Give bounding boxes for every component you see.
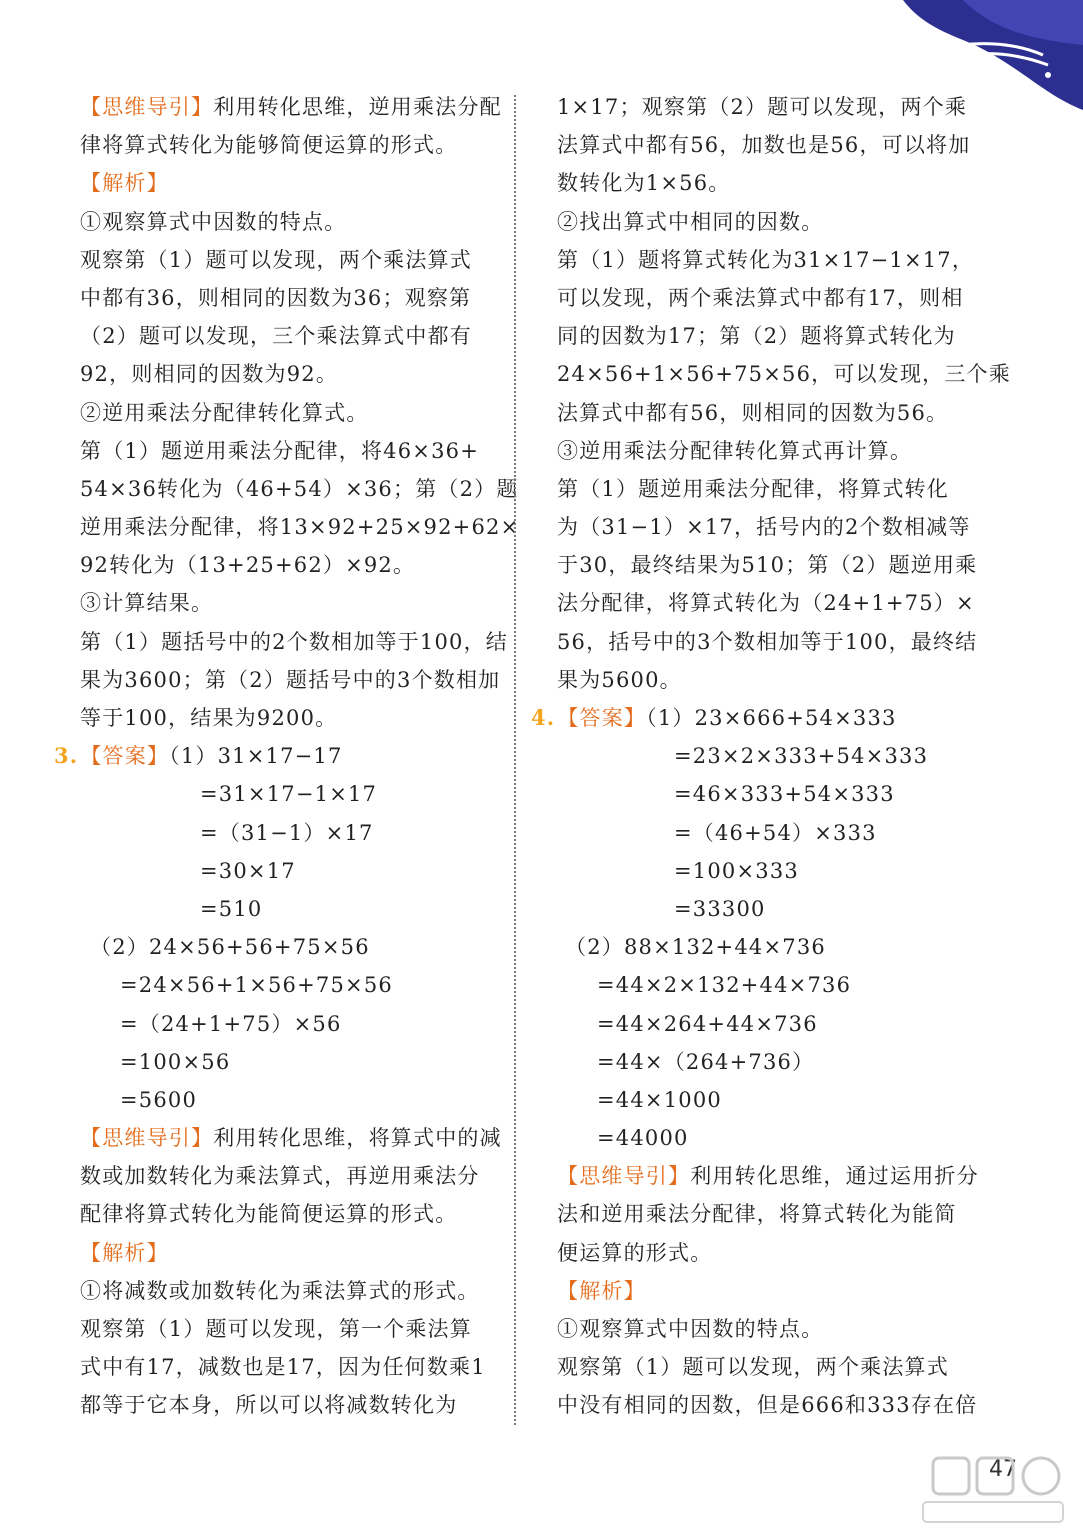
text-line <box>80 1348 500 1386</box>
line-text: 便运算的形式。 <box>557 1240 713 1265</box>
line-text: 法分配律，将算式转化为（24+1+75）× <box>557 591 975 616</box>
text-line <box>80 1043 500 1081</box>
text-line <box>80 241 500 279</box>
line-text: ①观察算式中因数的特点。 <box>80 209 347 234</box>
line-text: ②逆用乘法分配律转化算式。 <box>80 400 369 425</box>
line-text: 法算式中都有56，则相同的因数为56。 <box>557 400 949 425</box>
text-line <box>557 164 977 202</box>
text-line <box>557 775 977 813</box>
line-text: 54×36转化为（46+54）×36；第（2）题 <box>80 476 519 501</box>
text-line <box>80 470 519 508</box>
line-text: 1×17；观察第（2）题可以发现，两个乘 <box>557 95 968 119</box>
text-line <box>80 1234 500 1272</box>
page-number: 47 <box>989 1457 1017 1482</box>
text-line <box>557 584 977 622</box>
text-line <box>80 88 500 126</box>
line-text: 法算式中都有56，加数也是56，可以将加 <box>557 133 971 158</box>
line-text: 于30，最终结果为510；第（2）题逆用乘 <box>557 553 978 578</box>
line-text: 第（1）题逆用乘法分配律，将46×36+ <box>80 438 479 463</box>
text-line <box>80 394 500 432</box>
text-line <box>80 355 500 393</box>
line-text: 逆用乘法分配律，将13×92+25×92+62× <box>80 515 520 540</box>
text-line <box>557 1348 977 1386</box>
line-text: 92，则相同的因数为92。 <box>80 362 339 387</box>
text-line <box>80 584 500 622</box>
text-line <box>557 1195 977 1233</box>
text-line <box>557 1081 977 1119</box>
line-text: 式中有17，减数也是17，因为任何数乘1 <box>80 1355 486 1380</box>
text-line <box>557 1043 977 1081</box>
line-text: =23×2×333+54×333 <box>674 744 929 769</box>
text-line <box>80 1157 500 1195</box>
column-divider <box>514 95 516 1425</box>
line-text: =46×333+54×333 <box>674 782 895 807</box>
text-line <box>80 1081 500 1119</box>
line-text: 可以发现，两个乘法算式中都有17，则相 <box>557 285 964 310</box>
text-line <box>557 1119 977 1157</box>
text-line <box>80 852 500 890</box>
line-text: =100×333 <box>674 858 799 883</box>
text-line <box>80 1195 500 1233</box>
line-text: 配律将算式转化为能简便运算的形式。 <box>80 1202 458 1227</box>
text-line <box>557 317 977 355</box>
question-number: 4. <box>531 705 556 730</box>
text-line <box>557 126 977 164</box>
line-text: =510 <box>200 896 263 921</box>
line-text: 观察第（1）题可以发现，两个乘法算式 <box>557 1355 949 1380</box>
text-line <box>557 661 977 699</box>
text-line <box>80 1310 500 1348</box>
line-text: =44×264+44×736 <box>597 1011 818 1036</box>
line-text: 中都有36，则相同的因数为36；观察第 <box>80 285 472 310</box>
line-text: 数或加数转化为乘法算式，再逆用乘法分 <box>80 1164 480 1189</box>
line-text: 92转化为（13+25+62）×92。 <box>80 553 416 578</box>
line-text: （2）题可以发现，三个乘法算式中都有 <box>80 324 472 349</box>
line-text: 等于100，结果为9200。 <box>80 706 338 730</box>
text-line <box>80 1272 500 1310</box>
section-tag: 【解析】 <box>557 1278 646 1303</box>
text-line <box>80 699 500 737</box>
line-text: =5600 <box>120 1087 198 1112</box>
text-line <box>80 126 500 164</box>
text-line <box>557 1310 977 1348</box>
line-text: 律将算式转化为能够简便运算的形式。 <box>80 133 458 158</box>
section-tag: 【答案】 <box>80 744 170 769</box>
text-line <box>557 1272 977 1310</box>
question-number: 3. <box>54 743 79 769</box>
text-line <box>80 966 500 1004</box>
text-line <box>557 432 977 470</box>
text-line <box>557 814 977 852</box>
line-text: （1）23×666+54×333 <box>646 706 897 730</box>
line-text: ②找出算式中相同的因数。 <box>557 209 824 234</box>
text-line <box>80 928 500 966</box>
text-line <box>557 88 977 126</box>
text-line <box>557 890 977 928</box>
line-text: ③逆用乘法分配律转化算式再计算。 <box>557 438 913 463</box>
line-text: 利用转化思维，逆用乘法分配 <box>213 95 502 119</box>
text-line <box>557 852 977 890</box>
section-tag: 【答案】 <box>557 706 647 730</box>
line-text: 观察第（1）题可以发现，第一个乘法算 <box>80 1317 472 1341</box>
section-tag: 【思维导引】 <box>80 95 214 119</box>
text-line <box>557 394 977 432</box>
line-text: =30×17 <box>200 858 296 883</box>
text-line <box>557 546 977 584</box>
line-text: ①观察算式中因数的特点。 <box>557 1317 824 1341</box>
line-text: 同的因数为17；第（2）题将算式转化为 <box>557 324 956 349</box>
line-text: =24×56+1×56+75×56 <box>120 973 393 998</box>
text-line <box>557 1005 977 1043</box>
line-text: 56，括号中的3个数相加等于100，最终结 <box>557 629 978 654</box>
text-line <box>80 508 520 546</box>
right-column <box>531 88 1011 1425</box>
line-text: 第（1）题括号中的2个数相加等于100，结 <box>80 629 509 654</box>
line-text: 都等于它本身，所以可以将减数转化为 <box>80 1393 458 1418</box>
text-line <box>557 966 977 1004</box>
text-line <box>80 775 500 813</box>
line-text: =44000 <box>597 1126 689 1151</box>
line-text: =（31−1）×17 <box>200 820 374 845</box>
line-text: =（46+54）×333 <box>674 820 877 845</box>
text-line <box>80 623 509 661</box>
section-tag: 【解析】 <box>80 171 169 196</box>
line-text: =100×56 <box>120 1049 231 1074</box>
text-line <box>80 1386 500 1424</box>
line-text: （2）24×56+56+75×56 <box>90 935 370 960</box>
line-text: 第（1）题逆用乘法分配律，将算式转化 <box>557 476 949 501</box>
line-text: ③计算结果。 <box>80 591 214 616</box>
text-line <box>557 279 977 317</box>
line-text: （2）88×132+44×736 <box>565 935 826 960</box>
text-line <box>557 203 977 241</box>
line-text: 利用转化思维，将算式中的减 <box>213 1126 502 1151</box>
left-column <box>54 88 520 1425</box>
text-line <box>80 890 500 928</box>
line-text: 果为3600；第（2）题括号中的3个数相加 <box>80 667 501 692</box>
text-line <box>557 470 977 508</box>
text-line <box>557 1386 977 1424</box>
text-line <box>80 661 500 699</box>
text-line <box>557 737 977 775</box>
line-text: =44×2×132+44×736 <box>597 973 852 998</box>
text-line <box>80 1119 500 1157</box>
text-line <box>557 508 977 546</box>
section-tag: 【思维导引】 <box>557 1164 691 1189</box>
text-line <box>80 546 500 584</box>
line-text: 果为5600。 <box>557 667 682 692</box>
line-text: 法和逆用乘法分配律，将算式转化为能简 <box>557 1202 957 1227</box>
text-line <box>80 814 500 852</box>
line-text: =44×（264+736） <box>597 1049 815 1074</box>
line-text: 中没有相同的因数，但是666和333存在倍 <box>557 1393 978 1418</box>
line-text: 24×56+1×56+75×56，可以发现，三个乘 <box>557 362 1011 387</box>
text-line <box>557 1157 977 1195</box>
line-text: =44×1000 <box>597 1087 722 1112</box>
line-text: =（24+1+75）×56 <box>120 1011 342 1036</box>
text-line <box>80 164 500 202</box>
text-line <box>80 279 500 317</box>
section-tag: 【思维导引】 <box>80 1126 214 1151</box>
text-line <box>80 1005 500 1043</box>
line-text: 数转化为1×56。 <box>557 171 731 196</box>
text-line <box>80 432 500 470</box>
line-text: （1）31×17−17 <box>169 744 343 769</box>
text-line <box>531 699 977 737</box>
text-line <box>557 1234 977 1272</box>
text-line <box>557 623 977 661</box>
line-text: 观察第（1）题可以发现，两个乘法算式 <box>80 247 472 272</box>
text-line <box>557 355 1011 393</box>
line-text: 利用转化思维，通过运用折分 <box>690 1164 979 1189</box>
text-line <box>80 317 500 355</box>
line-text: =31×17−1×17 <box>200 782 378 807</box>
section-tag: 【解析】 <box>80 1240 169 1265</box>
text-line <box>54 737 500 775</box>
text-line <box>557 241 977 279</box>
line-text: 为（31−1）×17，括号内的2个数相减等 <box>557 515 971 540</box>
line-text: 第（1）题将算式转化为31×17−1×17， <box>557 247 975 272</box>
watermark-logo <box>913 1450 1073 1530</box>
text-line <box>557 928 977 966</box>
line-text: =33300 <box>674 896 766 921</box>
text-line <box>80 203 500 241</box>
line-text: ①将减数或加数转化为乘法算式的形式。 <box>80 1278 480 1303</box>
